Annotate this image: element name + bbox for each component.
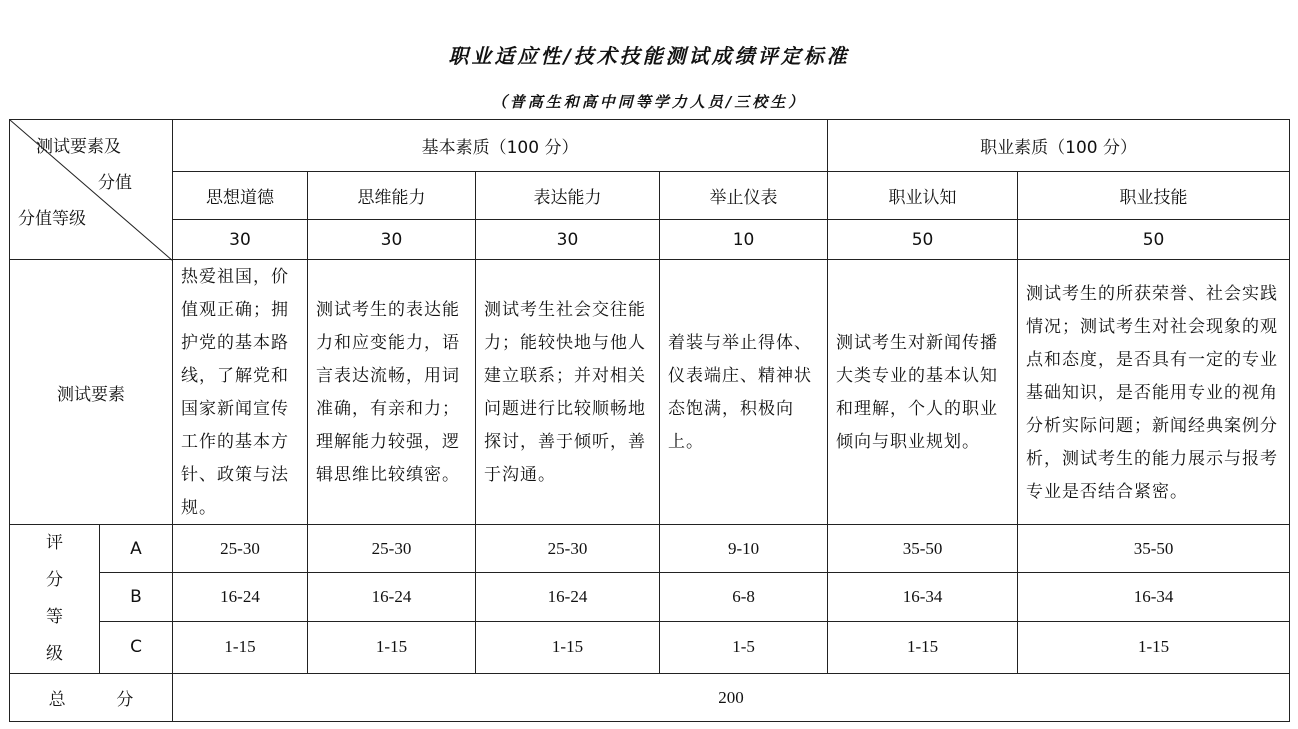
rating-label-char: 评 — [46, 533, 63, 553]
rating-label-char: 级 — [46, 644, 63, 664]
element-description: 测试考生的表达能力和应变能力，语言表达流畅，用词准确，有亲和力；理解能力较强，逻辑思维比较缜密。 — [308, 260, 476, 525]
document-subtitle: （普高生和高中同等学力人员/三校生） — [491, 93, 807, 111]
grade-range: 9-10 — [660, 525, 828, 573]
column-header: 举止仪表 — [660, 172, 828, 220]
grade-range: 1-15 — [308, 621, 476, 673]
grade-range: 6-8 — [660, 573, 828, 621]
column-score: 50 — [1018, 220, 1290, 260]
column-score: 10 — [660, 220, 828, 260]
grade-range: 16-24 — [173, 573, 308, 621]
element-description: 测试考生社会交往能力；能较快地与他人建立联系；并对相关问题进行比较顺畅地探讨，善于倾听，善于沟通。 — [476, 260, 660, 525]
total-value: 200 — [173, 674, 1290, 722]
grade-range: 1-5 — [660, 621, 828, 673]
elements-label: 测试要素 — [10, 260, 173, 525]
column-score: 30 — [173, 220, 308, 260]
grade-range: 25-30 — [308, 525, 476, 573]
document-title: 职业适应性/技术技能测试成绩评定标准 — [448, 44, 850, 68]
corner-top-label: 测试要素及 — [36, 137, 121, 157]
grade-range: 1-15 — [173, 621, 308, 673]
grade-range: 35-50 — [1018, 525, 1290, 573]
column-header: 表达能力 — [476, 172, 660, 220]
total-label-right: 分 — [116, 690, 134, 710]
element-description: 热爱祖国，价值观正确；拥护党的基本路线，了解党和国家新闻宣传工作的基本方针、政策与法规。 — [173, 260, 308, 525]
total-label-left: 总 — [48, 690, 66, 710]
corner-bottom-label: 分值等级 — [18, 209, 86, 229]
group-basic-header: 基本素质（100 分） — [173, 120, 828, 172]
corner-mid-label: 分值 — [98, 173, 132, 193]
grade-range: 25-30 — [476, 525, 660, 573]
column-header: 职业认知 — [828, 172, 1018, 220]
column-header: 职业技能 — [1018, 172, 1290, 220]
corner-header — [10, 120, 173, 260]
grade-range: 1-15 — [828, 621, 1018, 673]
rating-label — [10, 525, 100, 674]
group-pro-header: 职业素质（100 分） — [828, 120, 1290, 172]
column-header: 思维能力 — [308, 172, 476, 220]
column-score: 30 — [308, 220, 476, 260]
element-description: 着装与举止得体、仪表端庄、精神状态饱满，积极向上。 — [660, 260, 828, 525]
grade-range: 35-50 — [828, 525, 1018, 573]
column-score: 30 — [476, 220, 660, 260]
grade-letter: B — [100, 573, 173, 621]
column-header: 思想道德 — [173, 172, 308, 220]
scoring-table — [9, 119, 1290, 722]
rating-label-char: 分 — [46, 570, 63, 590]
grade-letter: C — [100, 621, 173, 673]
grade-letter: A — [100, 525, 173, 573]
element-description: 测试考生的所获荣誉、社会实践情况；测试考生对社会现象的观点和态度，是否具有一定的专业基础知识，是否能用专业的视角分析实际问题；新闻经典案例分析，测试考生的能力展示与报考专业是否结合紧密。 — [1018, 260, 1290, 525]
column-score: 50 — [828, 220, 1018, 260]
element-description: 测试考生对新闻传播大类专业的基本认知和理解，个人的职业倾向与职业规划。 — [828, 260, 1018, 525]
rating-label-char: 等 — [46, 607, 63, 627]
grade-range: 16-24 — [308, 573, 476, 621]
grade-range: 16-34 — [828, 573, 1018, 621]
grade-range: 1-15 — [476, 621, 660, 673]
grade-range: 16-34 — [1018, 573, 1290, 621]
grade-range: 16-24 — [476, 573, 660, 621]
total-label — [10, 674, 173, 722]
grade-range: 25-30 — [173, 525, 308, 573]
grade-range: 1-15 — [1018, 621, 1290, 673]
